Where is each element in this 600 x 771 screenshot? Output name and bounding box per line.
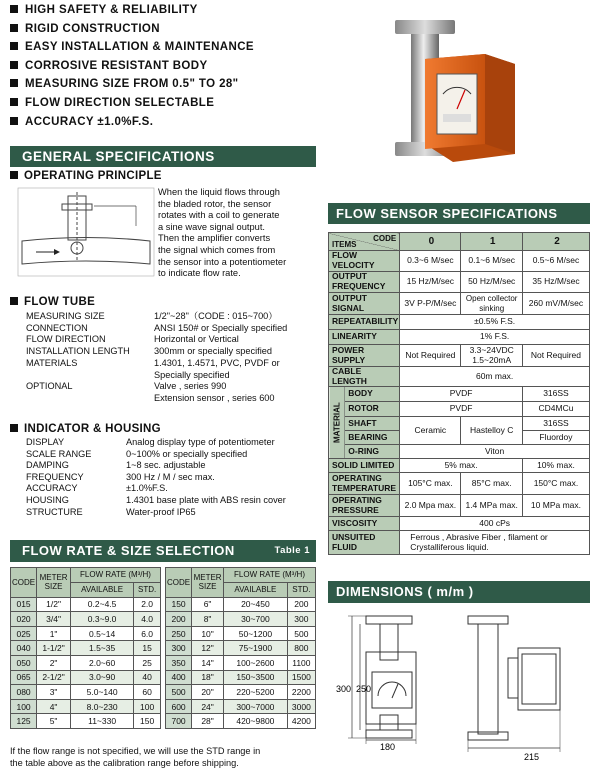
table-row: 040 1-1/2" 1.5~35 15 — [11, 641, 161, 656]
principle-text: When the liquid flows through the bladed rotor, the sensor rotates with a coil to generate a sine wave signal output. Then the amplifier converts the signal which comes from the sensor into a potentiometer to indicate flow rate. — [158, 187, 287, 279]
flow-tube-specs — [26, 311, 326, 405]
material-row: BEARING Fluordoy — [329, 431, 590, 445]
spec-row: FREQUENCY 300 Hz / M / sec max. — [26, 471, 215, 482]
flowmeter-photo — [385, 14, 520, 174]
sensor-row: POWER SUPPLY Not Required 3.3~24VDC 1.5~20mA Not Required — [329, 345, 590, 367]
feature-item: ACCURACY ±1.0%F.S. — [10, 113, 370, 132]
material-row: SHAFT Ceramic Hastelloy C 316SS — [329, 417, 590, 431]
sensor-row: FLOW VELOCITY 0.3~6 M/sec 0.1~6 M/sec 0.5~6 M/sec — [329, 251, 590, 272]
bullet-icon — [10, 98, 18, 106]
table-row: 300 12" 75~1900 800 — [166, 641, 316, 656]
table-row: 125 5" 11~330 150 — [11, 714, 161, 729]
sensor-row: CABLE LENGTH 60m max. — [329, 367, 590, 387]
code-items-cell: CODE ITEMS — [329, 233, 400, 251]
material-row: O-RING Viton — [329, 445, 590, 459]
bullet-icon — [10, 24, 18, 32]
bullet-icon — [10, 424, 18, 432]
sensor-row: OUTPUT SIGNAL 3V P-P/M/sec Open collector sinking 260 mV/M/sec — [329, 293, 590, 315]
bullet-icon — [10, 42, 18, 50]
flow-rate-banner: FLOW RATE & SIZE SELECTION Table 1 — [10, 540, 316, 562]
bullet-icon — [10, 117, 18, 125]
sensor-row: OPERATING PRESSURE 2.0 Mpa max. 1.4 MPa max. 10 MPa max. — [329, 495, 590, 517]
dim-215-label: 215 — [524, 752, 540, 762]
bullet-icon — [10, 171, 18, 179]
feature-list — [10, 1, 370, 131]
spec-row: HOUSING 1.4301 base plate with ABS resin cover — [26, 494, 286, 505]
calibration-note: If the flow range is not specified, we will use the STD range in the table above as the calibration range before shipping. — [10, 746, 261, 768]
table-row: 020 3/4" 0.3~9.0 4.0 — [11, 612, 161, 627]
indicator-heading: INDICATOR & HOUSING — [10, 423, 161, 435]
table-row: 150 6" 20~450 200 — [166, 597, 316, 612]
table-row: 015 1/2" 0.2~4.5 2.0 — [11, 597, 161, 612]
dimensions-banner: DIMENSIONS ( m/m ) — [328, 581, 590, 603]
sensor-row: VISCOSITY 400 cPs — [329, 517, 590, 531]
sensor-row: UNSUITED FLUID Ferrous , Abrasive Fiber , filament or Crystalliferous liquid. — [329, 531, 590, 555]
spec-row: FLOW DIRECTION Horizontal or Vertical — [26, 334, 239, 345]
sensor-header-row: CODE ITEMS 0 1 2 — [329, 233, 590, 251]
table-row: 025 1" 0.5~14 6.0 — [11, 626, 161, 641]
sensor-row: OPERATING TEMPERATURE 105°C max. 85°C max. 150°C max. — [329, 473, 590, 495]
table-row: 050 2" 2.0~60 25 — [11, 655, 161, 670]
sensor-row: REPEATABILITY ±0.5% F.S. — [329, 315, 590, 330]
dim-180-label: 180 — [380, 742, 396, 752]
operating-principle-heading: OPERATING PRINCIPLE — [10, 170, 162, 182]
spec-row: INSTALLATION LENGTH 300mm or specially specified — [26, 346, 272, 357]
spec-row: CONNECTION ANSI 150# or Specially specified — [26, 322, 288, 333]
sensor-row: OUTPUT FREQUENCY 15 Hz/M/sec 50 Hz/M/sec 35 Hz/M/sec — [329, 272, 590, 293]
sensor-specs-banner: FLOW SENSOR SPECIFICATIONS — [328, 203, 590, 224]
dimensions-drawing — [328, 610, 590, 770]
general-specs-banner: GENERAL SPECIFICATIONS — [10, 146, 316, 167]
spec-row: ACCURACY ±1.0%F.S. — [26, 483, 168, 494]
table-row: 350 14" 100~2600 1100 — [166, 655, 316, 670]
feature-item: EASY INSTALLATION & MAINTENANCE — [10, 38, 370, 57]
sensor-row: SOLID LIMITED 5% max. 10% max. — [329, 459, 590, 473]
table-row: 065 2-1/2" 3.0~90 40 — [11, 670, 161, 685]
indicator-specs — [26, 437, 326, 518]
feature-item: CORROSIVE RESISTANT BODY — [10, 57, 370, 76]
table-row: 500 20" 220~5200 2200 — [166, 685, 316, 700]
flow-rate-table-right: CODE METER SIZE FLOW RATE (M³/H) AVAILABLE STD. 150 6" 20~450 200 200 8" 30~700 300 250 10" 50~1200 500 300 12" 75~1900 800 350 14" 100~2600 1100 400 18" 150~3500 1500 500 20" 220~5200 2200 600 24" 300~7000 3000 700 28" 420~9800 4200 — [165, 567, 316, 729]
table-row: 600 24" 300~7000 3000 — [166, 699, 316, 714]
spec-row: DAMPING 1~8 sec. adjustable — [26, 460, 206, 471]
dim-250-label: 250 — [356, 684, 372, 694]
feature-item: MEASURING SIZE FROM 0.5" TO 28" — [10, 75, 370, 94]
dim-300-label: 300 — [336, 684, 352, 694]
bullet-icon — [10, 297, 18, 305]
bullet-icon — [10, 5, 18, 13]
operating-principle-diagram — [16, 186, 156, 278]
material-row: ROTOR PVDF CD4MCu — [329, 402, 590, 417]
table-row: 400 18" 150~3500 1500 — [166, 670, 316, 685]
table-row: 100 4" 8.0~230 100 — [11, 699, 161, 714]
table-row: 250 10" 50~1200 500 — [166, 626, 316, 641]
spec-row: OPTIONAL Valve , series 990 — [26, 381, 227, 392]
flow-tube-heading: FLOW TUBE — [10, 296, 95, 308]
spec-row: DISPLAY Analog display type of potentiometer — [26, 437, 275, 447]
sensor-specs-table — [328, 232, 590, 555]
table-row: 200 8" 30~700 300 — [166, 612, 316, 627]
spec-row: MATERIALS 1.4301, 1.4571, PVC, PVDF or — [26, 357, 280, 368]
feature-item: HIGH SAFETY & RELIABILITY — [10, 1, 370, 20]
feature-item: FLOW DIRECTION SELECTABLE — [10, 94, 370, 113]
material-label: MATERIAL — [329, 387, 345, 459]
sensor-row: LINEARITY 1% F.S. — [329, 330, 590, 345]
spec-row: Specially specified — [154, 369, 230, 380]
bullet-icon — [10, 61, 18, 69]
spec-row: SCALE RANGE 0~100% or specially specified — [26, 448, 248, 459]
feature-item: RIGID CONSTRUCTION — [10, 20, 370, 39]
bullet-icon — [10, 79, 18, 87]
table-row: 700 28" 420~9800 4200 — [166, 714, 316, 729]
flow-rate-table-left: CODE METER SIZE FLOW RATE (M³/H) AVAILABLE STD. 015 1/2" 0.2~4.5 2.0 020 3/4" 0.3~9.0 4.0 025 1" 0.5~14 6.0 040 1-1/2" 1.5~35 15 050 2" 2.0~60 25 065 2-1/2" 3.0~90 40 080 3" 5.0~140 60 100 4" 8.0~230 100 125 5" 11~330 150 — [10, 567, 161, 729]
spec-row: STRUCTURE Water-proof IP65 — [26, 506, 196, 517]
table-row: 080 3" 5.0~140 60 — [11, 685, 161, 700]
spec-row: Extension sensor , series 600 — [154, 392, 275, 403]
spec-row: MEASURING SIZE 1/2"~28"（CODE : 015~700） — [26, 311, 278, 321]
material-row: MATERIAL BODY PVDF 316SS — [329, 387, 590, 402]
